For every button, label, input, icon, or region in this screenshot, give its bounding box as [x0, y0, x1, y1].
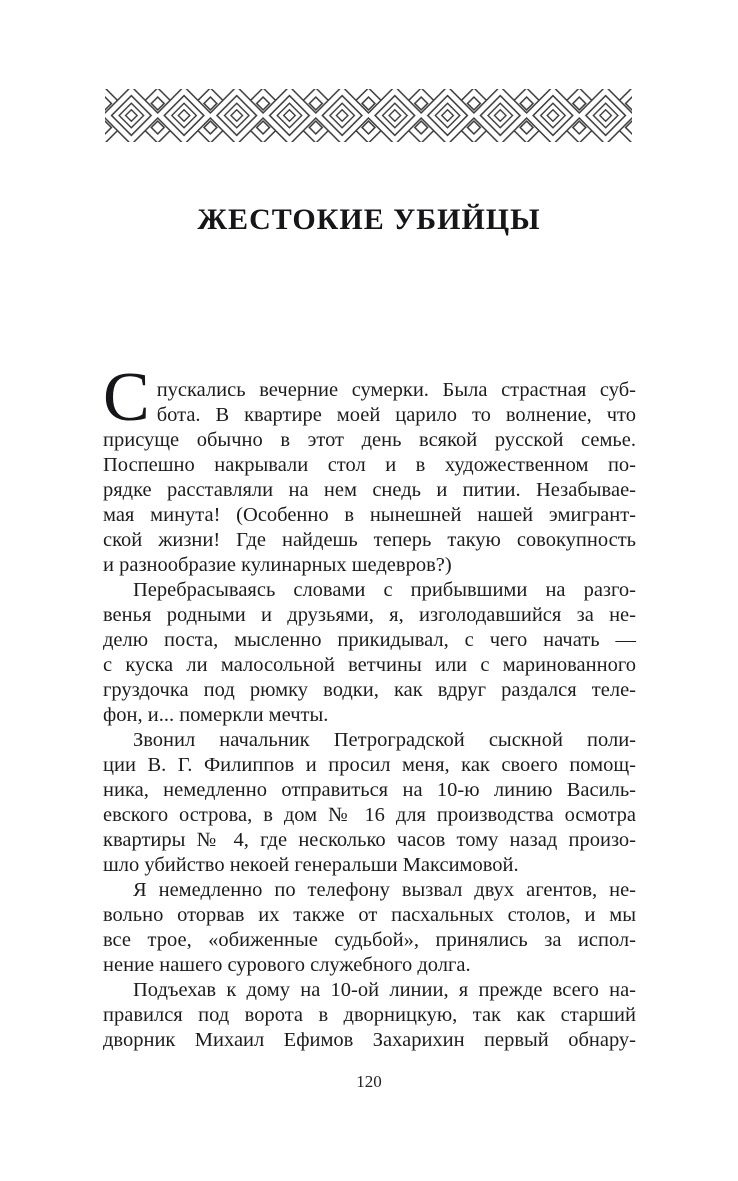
- text-line: шло убийство некоей генеральши Максимовой.: [103, 854, 519, 876]
- text-line: присуще обычно в этот день всякой русской семье.: [103, 429, 636, 451]
- text-line: Перебрасываясь словами с прибывшими на разго-: [133, 579, 636, 601]
- drop-cap: С: [103, 359, 150, 436]
- text-line: ника, немедленно отправиться на 10-ю линию Василь-: [103, 779, 636, 801]
- text-line: и разнообразие кулинарных шедевров?): [103, 554, 452, 576]
- text-line: Подъехав к дому на 10-ой линии, я прежде всего на-: [133, 979, 636, 1001]
- text-line: ской жизни! Где найдешь теперь такую совокупность: [103, 529, 636, 551]
- celtic-knot-ornament: [105, 89, 632, 142]
- paragraph: [103, 878, 636, 978]
- text-line: Поспешно накрывали стол и в художественном по-: [103, 454, 636, 476]
- paragraph: [103, 359, 636, 578]
- text-line: груздочка под рюмку водки, как вдруг раздался теле-: [103, 679, 636, 701]
- text-line: дворник Михаил Ефимов Захарихин первый обнару-: [103, 1029, 636, 1051]
- text-line: пускались вечерние сумерки. Была страстная суб-: [156, 379, 636, 401]
- text-line: евского острова, в дом № 16 для производства осмотра: [103, 804, 636, 826]
- text-line: Звонил начальник Петроградской сыскной поли-: [133, 729, 636, 751]
- text-line: правился под ворота в дворницкую, так как старший: [103, 1004, 636, 1026]
- text-line: квартиры № 4, где несколько часов тому назад произо-: [103, 829, 636, 851]
- text-line: мая минута! (Особенно в нынешней нашей эмигрант-: [103, 504, 636, 526]
- text-line: с куска ли малосольной ветчины или с маринованного: [103, 654, 636, 676]
- text-line: Я немедленно по телефону вызвал двух агентов, не-: [133, 879, 636, 901]
- body-text: [103, 359, 636, 1053]
- text-line: делю поста, мысленно прикидывал, с чего начать —: [103, 629, 636, 651]
- text-line: нение нашего сурового служебного долга.: [103, 954, 471, 976]
- text-line: бота. В квартире моей царило то волнение, что: [156, 404, 636, 426]
- text-line: фон, и... померкли мечты.: [103, 704, 329, 726]
- paragraph: [103, 978, 636, 1053]
- text-line: все трое, «обиженные судьбой», принялись за испол-: [103, 929, 636, 951]
- paragraph: [103, 728, 636, 878]
- text-line: ции В. Г. Филиппов и просил меня, как своего помощ-: [103, 754, 636, 776]
- chapter-title: ЖЕСТОКИЕ УБИЙЦЫ: [197, 203, 541, 236]
- paragraph: [103, 578, 636, 728]
- text-line: рядке расставляли на нем снедь и питии. Незабывае-: [103, 479, 636, 501]
- text-line: вольно оторвав их также от пасхальных столов, и мы: [103, 904, 636, 926]
- page-number: 120: [356, 1072, 382, 1091]
- knot-band-svg: [105, 89, 632, 142]
- text-line: венья родными и друзьями, я, изголодавшийся за не-: [103, 604, 636, 626]
